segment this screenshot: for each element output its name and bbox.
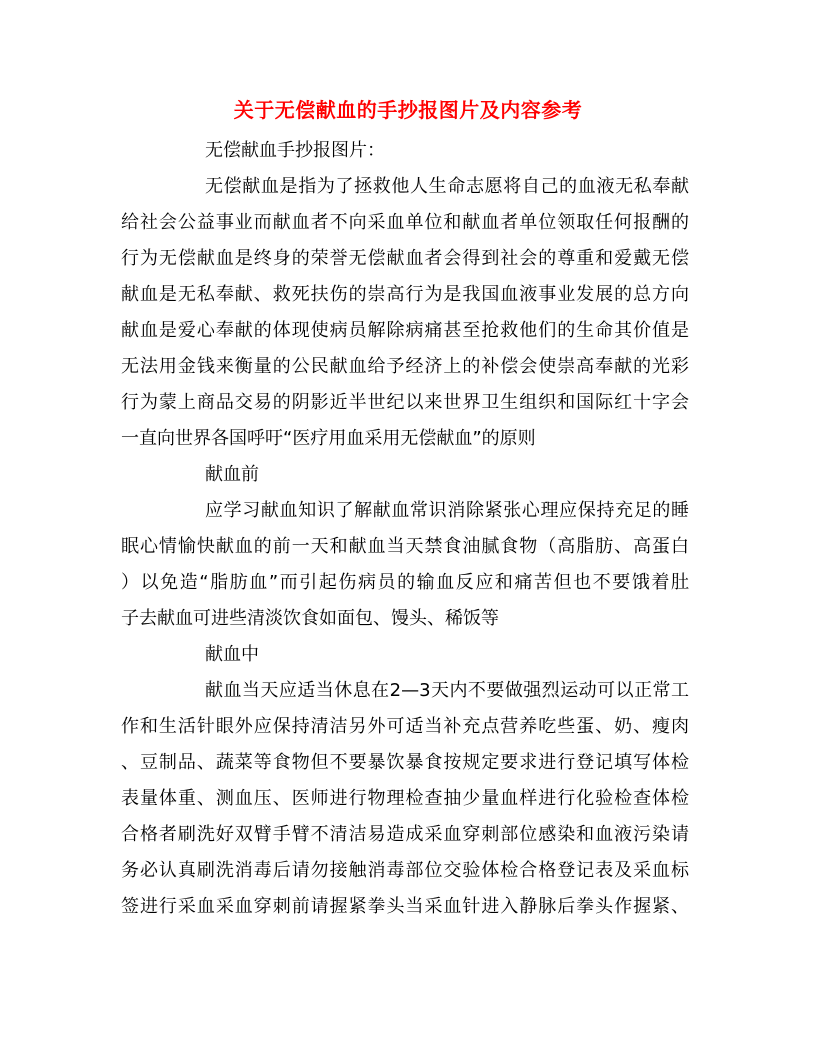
section-heading: 献血前: [205, 464, 259, 485]
body-line: 行为蒙上商品交易的阴影近半世纪以来世界卫生组织和国际红十字会: [121, 392, 689, 413]
body-line: 献血当天应适当休息在2—3天内不要做强烈运动可以正常工: [205, 680, 689, 701]
body-line: 一直向世界各国呼吁“医疗用血采用无偿献血”的原则: [121, 428, 536, 449]
body-line: 合格者刷洗好双臂手臂不清洁易造成采血穿刺部位感染和血液污染请: [121, 824, 689, 845]
body-line: 献血是无私奉献、救死扶伤的崇高行为是我国血液事业发展的总方向: [121, 284, 689, 305]
body-line: 献血是爱心奉献的体现使病员解除病痛甚至抢救他们的生命其价值是: [121, 320, 689, 341]
body-line: 、豆制品、蔬菜等食物但不要暴饮暴食按规定要求进行登记填写体检: [121, 752, 689, 773]
document-title: 关于无偿献血的手抄报图片及内容参考: [233, 98, 583, 122]
body-line: 签进行采血采血穿刺前请握紧拳头当采血针进入静脉后拳头作握紧、: [121, 896, 689, 917]
body-line: 作和生活针眼外应保持清洁另外可适当补充点营养吃些蛋、奶、瘦肉: [121, 716, 689, 737]
body-line: 表量体重、测血压、医师进行物理检查抽少量血样进行化验检查体检: [121, 788, 689, 809]
body-line: 无偿献血手抄报图片：: [205, 140, 385, 161]
section-heading: 献血中: [205, 644, 259, 665]
body-line: 无法用金钱来衡量的公民献血给予经济上的补偿会使崇高奉献的光彩: [121, 356, 689, 377]
document-body: [121, 133, 689, 925]
body-line: 子去献血可进些清淡饮食如面包、馒头、稀饭等: [121, 608, 499, 629]
body-line: ）以免造“脂肪血”而引起伤病员的输血反应和痛苦但也不要饿着肚: [121, 572, 689, 593]
body-line: 应学习献血知识了解献血常识消除紧张心理应保持充足的睡: [205, 500, 689, 521]
body-line: 行为无偿献血是终身的荣誉无偿献血者会得到社会的尊重和爱戴无偿: [121, 248, 689, 269]
body-line: 无偿献血是指为了拯救他人生命志愿将自己的血液无私奉献: [205, 176, 689, 197]
body-line: 给社会公益事业而献血者不向采血单位和献血者单位领取任何报酬的: [121, 212, 689, 233]
body-line: 眠心情愉快献血的前一天和献血当天禁食油腻食物（高脂肪、高蛋白: [121, 536, 689, 557]
body-line: 务必认真刷洗消毒后请勿接触消毒部位交验体检合格登记表及采血标: [121, 860, 689, 881]
